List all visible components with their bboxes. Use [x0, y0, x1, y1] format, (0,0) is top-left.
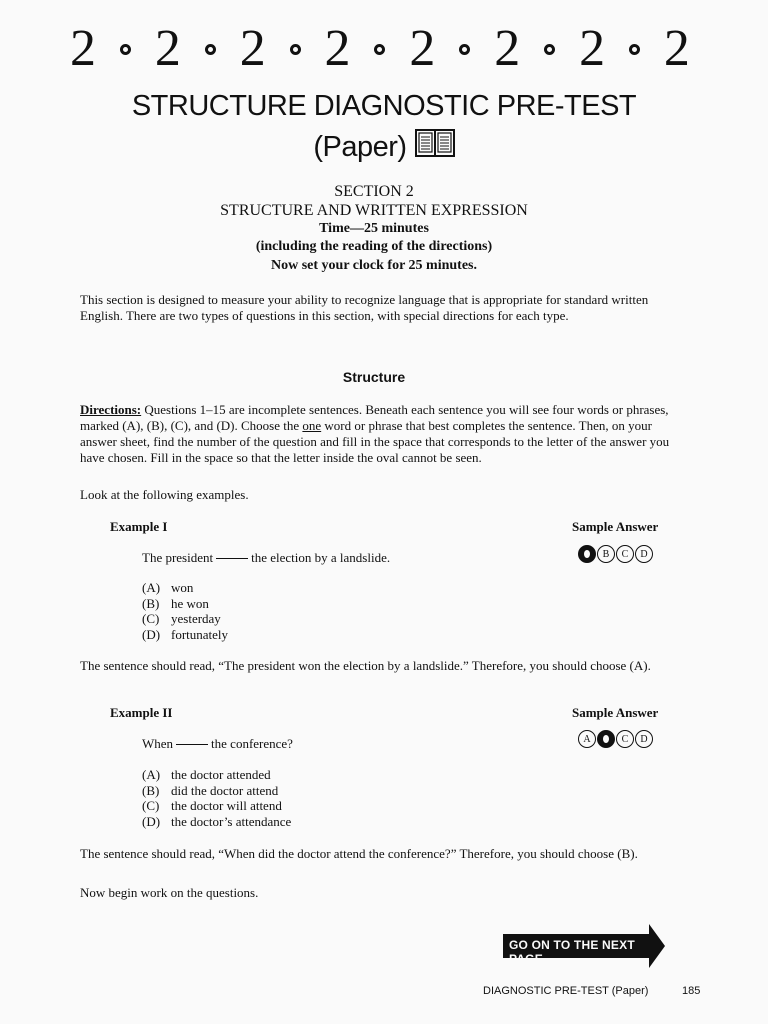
sample-answer-label: Sample Answer — [572, 519, 659, 534]
header-number: 2 — [579, 20, 606, 77]
sample-answer-label: Sample Answer — [572, 705, 659, 720]
example-2-explanation: The sentence should read, “When did the doctor attend the conference?” Therefore, you should choose (B). — [80, 846, 638, 861]
example-1-explanation: The sentence should read, “The president won the election by a landslide.” Therefore, you should choose (A). — [80, 658, 651, 673]
option-row — [142, 596, 228, 612]
example-2-bubbles — [578, 730, 653, 748]
page-subtitle — [0, 128, 768, 166]
example-1-bubbles — [578, 545, 653, 563]
option-text: the doctor’s attendance — [171, 813, 292, 829]
answer-bubble: C — [616, 545, 634, 563]
page-title: STRUCTURE DIAGNOSTIC PRE-TEST — [131, 90, 637, 122]
directions-emphasis: one — [302, 418, 322, 433]
header-number: 2 — [70, 20, 96, 77]
go-on-text: GO ON TO THE NEXT PAGE — [509, 938, 635, 966]
option-row — [142, 611, 228, 627]
footer-title: DIAGNOSTIC PRE-TEST (Paper) — [483, 985, 649, 997]
option-letter: (D) — [142, 626, 161, 642]
sentence-blank — [216, 558, 248, 559]
header-number-strip — [70, 18, 690, 80]
option-letter: (C) — [142, 611, 160, 626]
header-number: 2 — [324, 20, 351, 77]
section-number: SECTION 2 — [334, 183, 414, 200]
go-on-banner — [503, 930, 663, 966]
header-number: 2 — [409, 20, 436, 77]
header-dot — [459, 44, 470, 55]
option-row — [142, 783, 291, 799]
option-row — [142, 627, 228, 643]
answer-bubble: D — [635, 730, 653, 748]
header-number: 2 — [494, 20, 521, 77]
header-number: 2 — [239, 20, 266, 77]
open-book-icon — [415, 128, 455, 166]
directions-text-b: word or phrase that best completes the sentence. Then, on your answer sheet, find the number of the question and fill in the space that corresponds to the letter of the answer you have chosen. Fill in the space so that the letter inside the oval cannot be seen. — [80, 418, 670, 465]
clock-instruction: Now set your clock for 25 minutes. — [271, 258, 477, 273]
header-dot — [290, 44, 301, 55]
example-1-options — [142, 580, 228, 642]
option-letter: (A) — [142, 767, 161, 782]
header-dot — [544, 44, 555, 55]
option-text: fortunately — [171, 626, 229, 642]
sentence-part: the conference? — [211, 736, 293, 751]
answer-bubble: D — [635, 545, 653, 563]
time-note: (including the reading of the directions) — [255, 239, 493, 254]
header-dot — [205, 44, 216, 55]
option-text: won — [171, 580, 194, 595]
header-dot — [629, 44, 640, 55]
option-text: the doctor attended — [171, 767, 271, 782]
header-number: 2 — [154, 20, 181, 77]
answer-bubble: A — [578, 730, 596, 748]
header-number: 2 — [663, 20, 690, 77]
begin-instruction: Now begin work on the questions. — [80, 885, 259, 900]
option-row — [142, 798, 291, 814]
answer-bubble-filled — [578, 545, 596, 563]
option-letter: (A) — [142, 580, 161, 595]
option-text: yesterday — [171, 611, 221, 626]
option-text: he won — [171, 595, 209, 611]
answer-bubble: B — [597, 545, 615, 563]
section-name: STRUCTURE AND WRITTEN EXPRESSION — [220, 202, 528, 219]
option-letter: (D) — [142, 813, 161, 829]
option-letter: (C) — [142, 798, 160, 813]
option-text: the doctor will attend — [171, 798, 282, 813]
sentence-part: The president — [142, 550, 214, 565]
page-number: 185 — [682, 985, 701, 997]
example-1-sentence — [142, 550, 390, 566]
option-row — [142, 580, 228, 596]
answer-bubble-filled — [597, 730, 615, 748]
option-row — [142, 767, 291, 783]
header-dot — [374, 44, 385, 55]
structure-heading: Structure — [342, 369, 406, 385]
example-2-label: Example II — [110, 705, 173, 720]
option-text: did the doctor attend — [171, 782, 279, 798]
sentence-part: the election by a landslide. — [251, 550, 391, 565]
look-instruction: Look at the following examples. — [80, 487, 249, 502]
sentence-part: When — [142, 736, 174, 751]
option-letter: (B) — [142, 782, 160, 798]
header-dot — [120, 44, 131, 55]
example-2-options — [142, 767, 291, 829]
option-letter: (B) — [142, 595, 160, 611]
example-1-label: Example I — [110, 519, 168, 534]
intro-paragraph: This section is designed to measure your ability to recognize language that is appropriate for standard written English. There are two types of questions in this section, with special directions for each type. — [80, 292, 649, 323]
sentence-blank — [176, 744, 208, 745]
answer-bubble: C — [616, 730, 634, 748]
directions-paragraph — [80, 402, 670, 466]
option-row — [142, 814, 291, 830]
example-2-sentence — [142, 736, 293, 752]
directions-label: Directions: — [80, 402, 142, 417]
directions-text-a: Questions 1–15 are incomplete sentences. Beneath each sentence you will see four words or phrases, marked (A), (B), (C), and (D). Choose the — [80, 402, 669, 433]
paper-label: (Paper) — [313, 130, 407, 163]
time-limit: Time—25 minutes — [319, 221, 429, 236]
